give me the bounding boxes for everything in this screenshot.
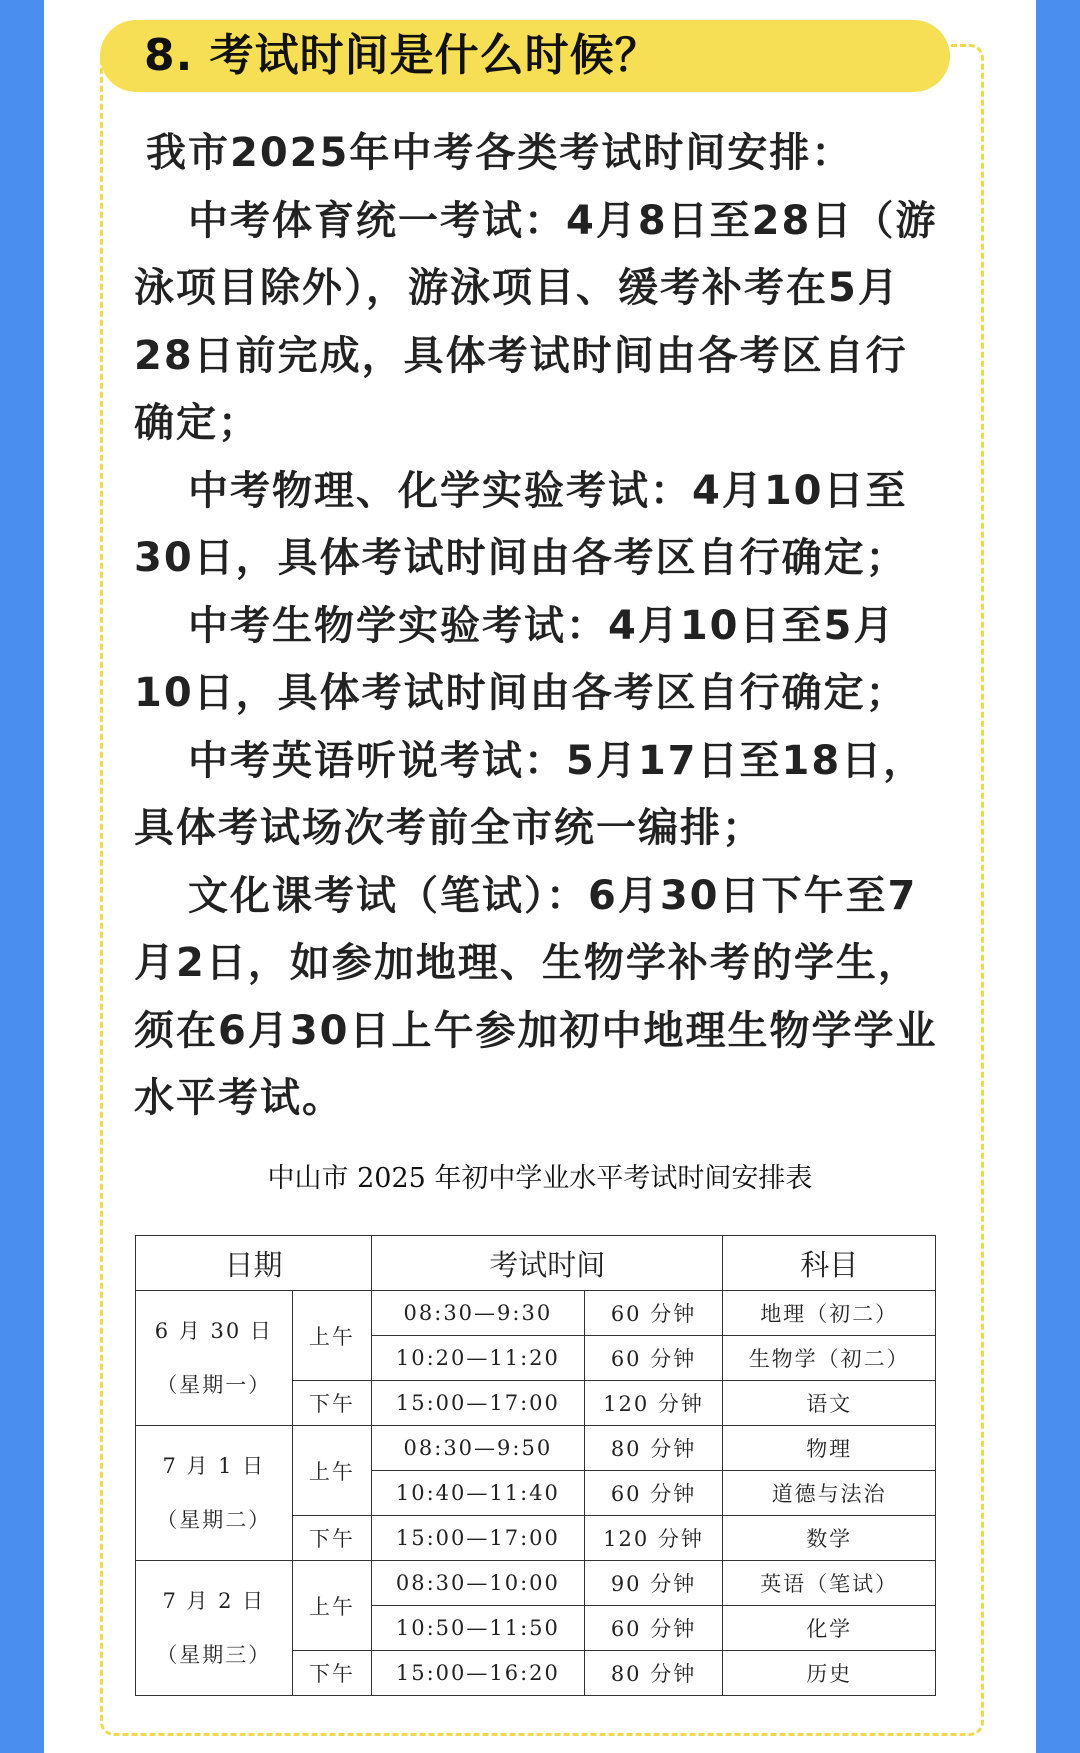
table-title: 中山市 2025 年初中学业水平考试时间安排表: [267, 1163, 813, 1194]
am-cell: 上午: [292, 1291, 371, 1381]
physics-chemistry-paragraph: 中考物理、化学实验考试：4月10日至30日，具体考试时间由各考区自行确定；: [134, 467, 908, 581]
duration-cell: 60 分钟: [584, 1336, 723, 1381]
subject-cell: 历史: [723, 1651, 936, 1696]
date-text: 7 月 2 日: [162, 1589, 266, 1613]
biology-paragraph: 中考生物学实验考试：4月10日至5月10日，具体考试时间由各考区自行确定；: [134, 602, 908, 716]
time-cell: 15:00—17:00: [372, 1381, 585, 1426]
date-cell: [136, 1426, 293, 1561]
pe-exam-paragraph: 中考体育统一考试：4月8日至28日（游泳项目除外），游泳项目、缓考补考在5月28日前完成，具体考试时间由各考区自行确定；: [134, 197, 938, 446]
pm-cell: 下午: [292, 1651, 371, 1696]
am-cell: 上午: [292, 1426, 371, 1516]
pm-cell: 下午: [292, 1381, 371, 1426]
table-row: [136, 1291, 936, 1336]
weekday-text: （星期一）: [156, 1373, 272, 1397]
time-cell: 08:30—9:50: [372, 1426, 585, 1471]
date-cell: [136, 1291, 293, 1426]
intro-line: 我市2025年中考各类考试时间安排：: [146, 130, 854, 176]
header-time: 考试时间: [372, 1236, 723, 1291]
section-heading-text: 8. 考试时间是什么时候？: [144, 30, 660, 81]
duration-cell: 80 分钟: [584, 1651, 723, 1696]
subject-cell: 语文: [723, 1381, 936, 1426]
header-subject: 科目: [723, 1236, 936, 1291]
schedule-table: [135, 1235, 936, 1696]
subject-cell: 英语（笔试）: [723, 1561, 936, 1606]
duration-cell: 120 分钟: [584, 1516, 723, 1561]
date-text: 7 月 1 日: [162, 1454, 266, 1478]
table-row: [136, 1561, 936, 1606]
section-heading: [100, 20, 950, 92]
written-exam-paragraph: 文化课考试（笔试）：6月30日下午至7月2日，如参加地理、生物学补考的学生，须在6月30日上午参加初中地理生物学学业水平考试。: [134, 872, 938, 1121]
subject-cell: 生物学（初二）: [723, 1336, 936, 1381]
subject-cell: 地理（初二）: [723, 1291, 936, 1336]
weekday-text: （星期二）: [156, 1508, 272, 1532]
time-cell: 10:50—11:50: [372, 1606, 585, 1651]
time-cell: 10:40—11:40: [372, 1471, 585, 1516]
subject-cell: 物理: [723, 1426, 936, 1471]
weekday-text: （星期三）: [156, 1643, 272, 1667]
subject-cell: 道德与法治: [723, 1471, 936, 1516]
date-cell: [136, 1561, 293, 1696]
table-row: [136, 1426, 936, 1471]
duration-cell: 80 分钟: [584, 1426, 723, 1471]
duration-cell: 90 分钟: [584, 1561, 723, 1606]
english-paragraph: 中考英语听说考试：5月17日至18日，具体考试场次考前全市统一编排；: [134, 737, 926, 851]
time-cell: 10:20—11:20: [372, 1336, 585, 1381]
exam-schedule-text: [134, 120, 946, 1133]
duration-cell: 60 分钟: [584, 1471, 723, 1516]
time-cell: 08:30—10:00: [372, 1561, 585, 1606]
pm-cell: 下午: [292, 1516, 371, 1561]
header-date: 日期: [136, 1236, 372, 1291]
date-text: 6 月 30 日: [154, 1319, 273, 1343]
table-header-row: [136, 1236, 936, 1291]
time-cell: 15:00—16:20: [372, 1651, 585, 1696]
am-cell: 上午: [292, 1561, 371, 1651]
subject-cell: 化学: [723, 1606, 936, 1651]
time-cell: 08:30—9:30: [372, 1291, 585, 1336]
subject-cell: 数学: [723, 1516, 936, 1561]
duration-cell: 120 分钟: [584, 1381, 723, 1426]
time-cell: 15:00—17:00: [372, 1516, 585, 1561]
duration-cell: 60 分钟: [584, 1291, 723, 1336]
duration-cell: 60 分钟: [584, 1606, 723, 1651]
